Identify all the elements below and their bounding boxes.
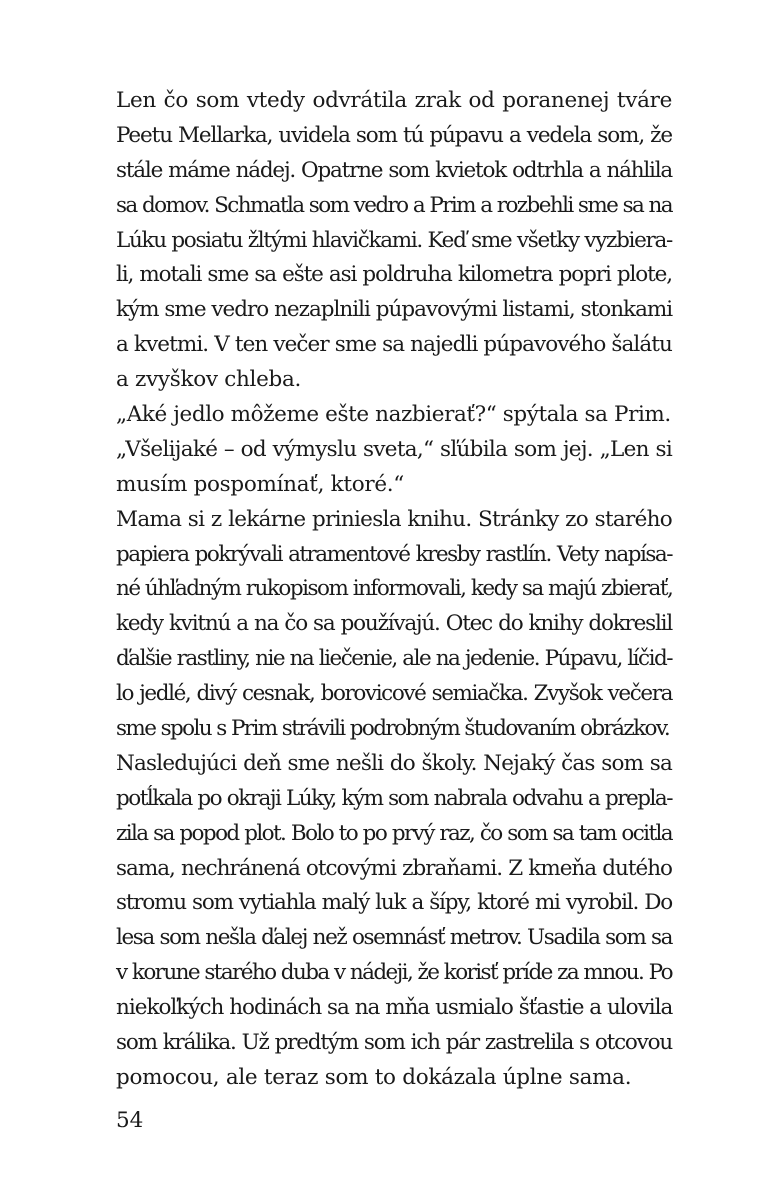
text-line: Nasledujúci deň sme nešli do školy. Nejaký čas som sa <box>116 750 672 776</box>
text-line: niekoľkých hodinách sa na mňa usmialo šťastie a ulovila <box>116 995 673 1021</box>
page-number: 54 <box>116 1108 144 1133</box>
text-line: a zvyškov chleba. <box>116 367 302 393</box>
text-line: lo jedlé, divý cesnak, borovicové semiačka. Zvyšok večera <box>116 681 672 707</box>
text-line: Len čo som vtedy odvrátila zrak od poranenej tváre <box>116 88 672 113</box>
text-line: Peetu Mellarka, uvidela som tú púpavu a vedela som, že <box>116 122 672 148</box>
text-line: li, motali sme sa ešte asi poldruha kilometra popri plote, <box>116 262 672 288</box>
text-line: papiera pokrývali atramentové kresby rastlín. Vety napísa- <box>116 541 672 567</box>
text-line: lesa som nešla ďalej než osemnásť metrov. Usadila som sa <box>116 925 672 951</box>
text-line: sa domov. Schmatla som vedro a Prim a rozbehli sme sa na <box>116 192 672 218</box>
text-line: „Aké jedlo môžeme ešte nazbierať?“ spýtala sa Prim. <box>116 402 671 428</box>
text-line: pomocou, ale teraz som to dokázala úplne sama. <box>116 1064 632 1090</box>
text-line: stromu som vytiahla malý luk a šípy, ktoré mi vyrobil. Do <box>116 890 672 916</box>
body-text <box>116 84 672 1096</box>
text-line: stále máme nádej. Opatrne som kvietok odtrhla a náhlila <box>116 157 672 183</box>
text-line: potĺkala po okraji Lúky, kým som nabrala odvahu a prepla- <box>116 785 672 811</box>
text-line: a kvetmi. V ten večer sme sa najedli púpavového šalátu <box>116 332 672 358</box>
text-line: kým sme vedro nezaplnili púpavovými listami, stonkami <box>116 297 673 323</box>
text-line: musím pospomínať, ktoré.“ <box>116 471 404 497</box>
text-line: sama, nechránená otcovými zbraňami. Z kmeňa dutého <box>116 855 672 881</box>
text-line: v korune starého duba v nádeji, že korisť príde za mnou. Po <box>116 960 672 986</box>
text-line: ďalšie rastliny, nie na liečenie, ale na jedenie. Púpavu, líčid- <box>116 646 672 672</box>
text-line: kedy kvitnú a na čo sa používajú. Otec do knihy dokreslil <box>116 611 672 637</box>
text-line: né úhľadným rukopisom informovali, kedy sa majú zbierať, <box>116 576 673 602</box>
text-line: zila sa popod plot. Bolo to po prvý raz, čo som sa tam ocitla <box>116 820 672 846</box>
text-line: „Všelijaké – od výmyslu sveta,“ sľúbila som jej. „Len si <box>116 436 672 462</box>
text-line: sme spolu s Prim strávili podrobným študovaním obrázkov. <box>116 716 670 742</box>
text-line: Lúku posiatu žltými hlavičkami. Keď sme všetky vyzbiera- <box>116 227 672 253</box>
text-line: Mama si z lekárne priniesla knihu. Stránky zo starého <box>116 506 672 532</box>
text-line: som králika. Už predtým som ich pár zastrelila s otcovou <box>116 1030 672 1056</box>
